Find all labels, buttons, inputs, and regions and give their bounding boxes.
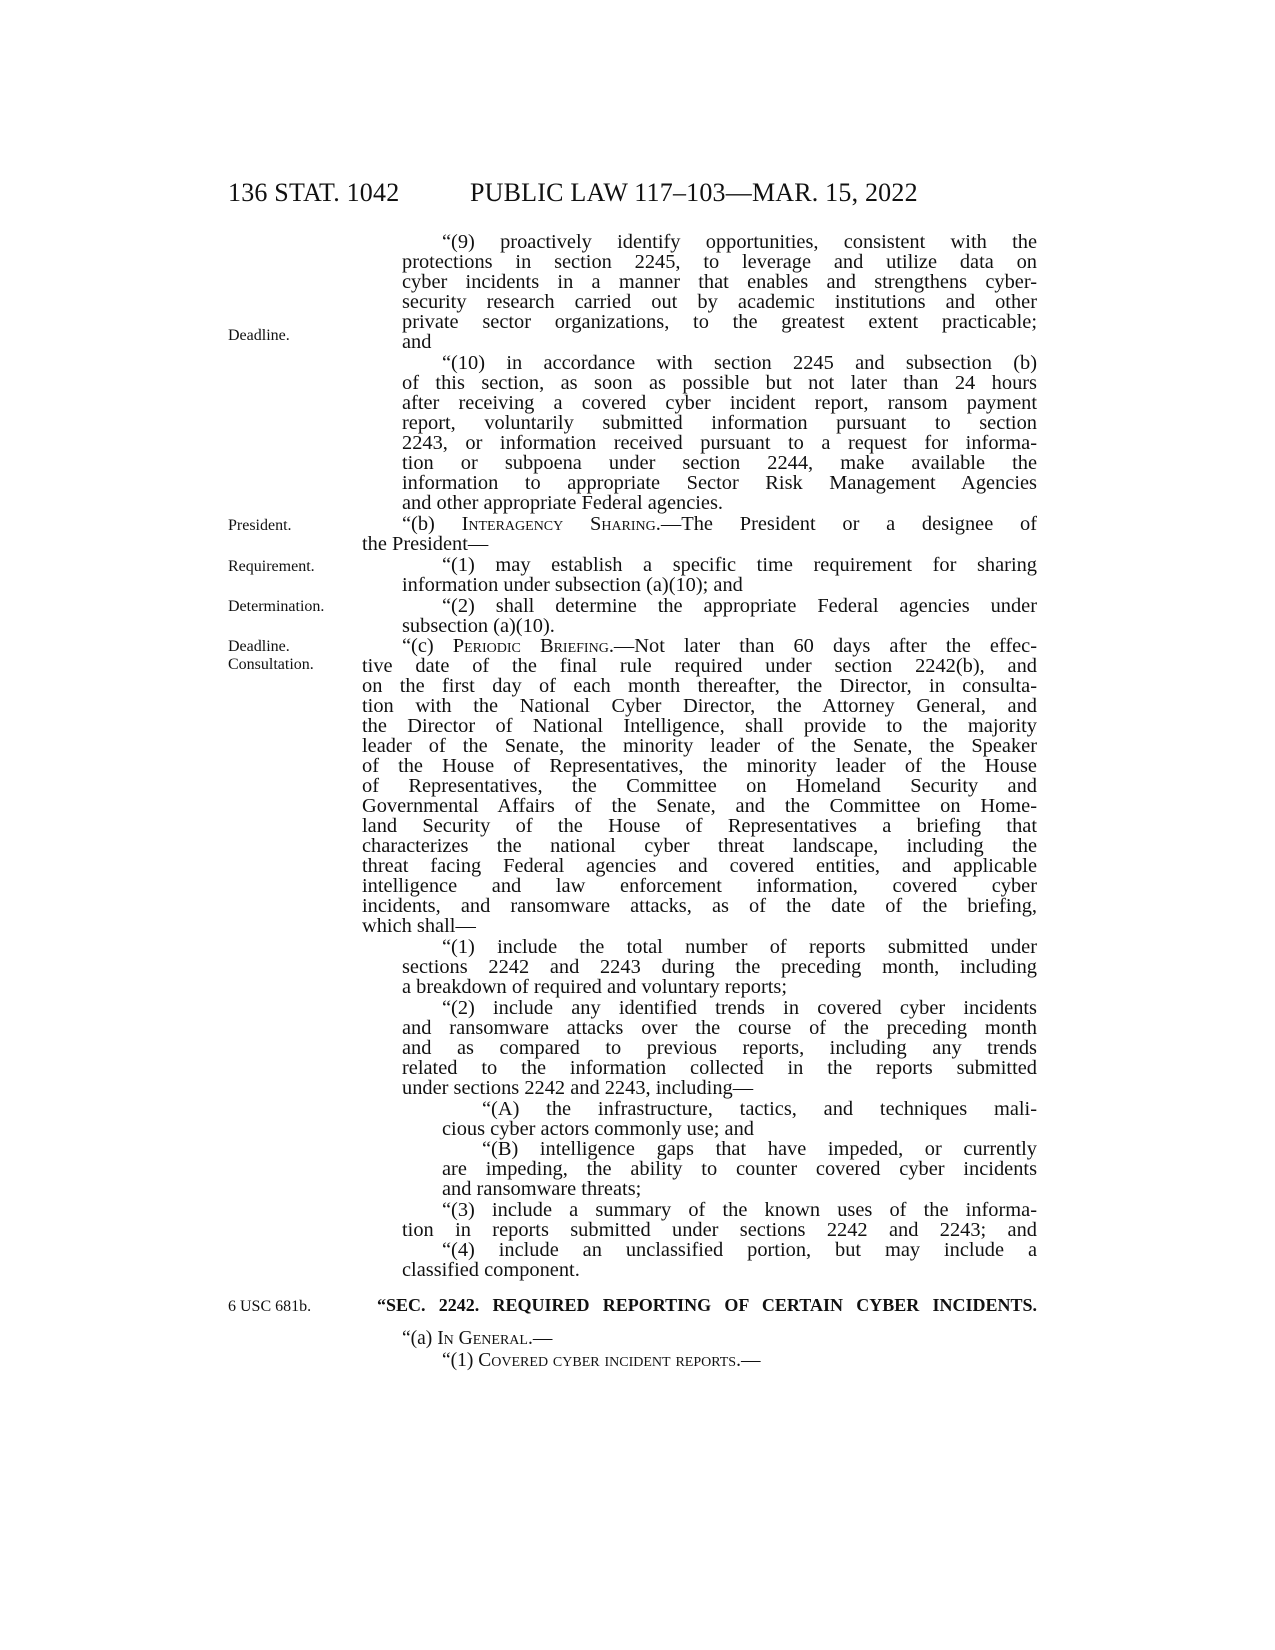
paragraph-1-heading: “(1) Covered cyber incident reports.— [442,1350,761,1371]
text-line: subsection (a)(10). [402,616,555,637]
text-line: of this section, as soon as possible but not later than 24 hours [402,373,1037,394]
text-line: “(1) may establish a specific time requirement for sharing [442,555,1037,576]
text-line: leader of the Senate, the minority leader of the Senate, the Speaker [362,736,1037,757]
page-reference: 136 STAT. 1042 [228,178,400,207]
text-line: land Security of the House of Representatives a briefing that [362,816,1037,837]
text-line: classified component. [402,1260,580,1281]
text-line: of Representatives, the Committee on Homeland Security and [362,776,1037,797]
text-line: after receiving a covered cyber incident report, ransom payment [402,393,1037,414]
text-line: under sections 2242 and 2243, including— [402,1078,754,1099]
text-line: and as compared to previous reports, including any trends [402,1038,1037,1059]
text-line: which shall— [362,916,476,937]
text-line: threat facing Federal agencies and covered entities, and applicable [362,856,1037,877]
text-line: are impeding, the ability to counter covered cyber incidents [442,1159,1037,1180]
text-line: “(B) intelligence gaps that have impeded, or currently [482,1139,1037,1160]
margin-note-deadline: Deadline. [228,327,290,344]
text-line: information to appropriate Sector Risk Management Agencies [402,473,1037,494]
text-line: cyber incidents in a manner that enables and strengthens cyber- [402,272,1037,293]
text-line: Governmental Affairs of the Senate, and the Committee on Home- [362,796,1037,817]
text-line: information under subsection (a)(10); and [402,575,743,596]
text-line: protections in section 2245, to leverage and utilize data on [402,252,1037,273]
text-line: tion or subpoena under section 2244, make available the [402,453,1037,474]
text-line: tive date of the final rule required under section 2242(b), and [362,656,1037,677]
text-line: private sector organizations, to the greatest extent practicable; [402,312,1037,333]
text-line: related to the information collected in the reports submitted [402,1058,1037,1079]
text-line: incidents, and ransomware attacks, as of the date of the briefing, [362,896,1037,917]
margin-note-president: President. [228,517,292,534]
text-line: of the House of Representatives, the minority leader of the House [362,756,1037,777]
text-line: sections 2242 and 2243 during the preceding month, including [402,957,1037,978]
text-line: “(A) the infrastructure, tactics, and techniques mali- [482,1099,1037,1120]
subsection-c-line: “(c) Periodic Briefing.—Not later than 60 days after the effec- [402,636,1037,657]
text-line: tion with the National Cyber Director, the Attorney General, and [362,696,1037,717]
text-line: on the first day of each month thereafter, the Director, in consulta- [362,676,1037,697]
subsection-heading: Periodic Briefing [452,636,609,657]
page-title: PUBLIC LAW 117–103—MAR. 15, 2022 [470,178,918,207]
text-line: “(2) shall determine the appropriate Federal agencies under [442,596,1037,617]
text-line: and ransomware threats; [442,1179,642,1200]
text-line: intelligence and law enforcement information, covered cyber [362,876,1037,897]
text-line: “(1) include the total number of reports submitted under [442,937,1037,958]
text-line: a breakdown of required and voluntary reports; [402,977,788,998]
text-line: report, voluntarily submitted information pursuant to section [402,413,1037,434]
paragraph-heading: Covered cyber incident reports [478,1350,737,1371]
subsection-a-heading: “(a) In General.— [402,1328,553,1349]
text-line: the Director of National Intelligence, shall provide to the majority [362,716,1037,737]
margin-note-deadline-2: Deadline. [228,638,290,655]
text-line: tion in reports submitted under sections 2242 and 2243; and [402,1220,1037,1241]
text-line: “(3) include a summary of the known uses of the informa- [442,1200,1037,1221]
margin-note-consultation: Consultation. [228,656,314,673]
subsection-heading: Interagency Sharing [461,514,656,535]
text-line: and [402,332,432,353]
text-line: “(4) include an unclassified portion, but may include a [442,1240,1037,1261]
text-line: cious cyber actors commonly use; and [442,1119,755,1140]
text-line: characterizes the national cyber threat landscape, including the [362,836,1037,857]
text-line: “(9) proactively identify opportunities, consistent with the [442,232,1037,253]
text-line: the President— [362,534,489,555]
text-line: “(2) include any identified trends in covered cyber incidents [442,998,1037,1019]
text-line: and ransomware attacks over the course of the preceding month [402,1018,1037,1039]
text-line: and other appropriate Federal agencies. [402,493,724,514]
margin-note-usc: 6 USC 681b. [228,1298,312,1315]
section-title: “SEC. 2242. REQUIRED REPORTING OF CERTAIN CYBER INCIDENTS. [377,1295,1037,1315]
margin-note-determination: Determination. [228,598,325,615]
subsection-heading: In General [437,1328,528,1349]
text-line: security research carried out by academic institutions and other [402,292,1037,313]
text-line: “(10) in accordance with section 2245 and subsection (b) [442,353,1037,374]
subsection-b-line: “(b) Interagency Sharing.—The President or a designee of [402,514,1037,535]
text-line: 2243, or information received pursuant to a request for informa- [402,433,1037,454]
margin-note-requirement: Requirement. [228,558,315,575]
